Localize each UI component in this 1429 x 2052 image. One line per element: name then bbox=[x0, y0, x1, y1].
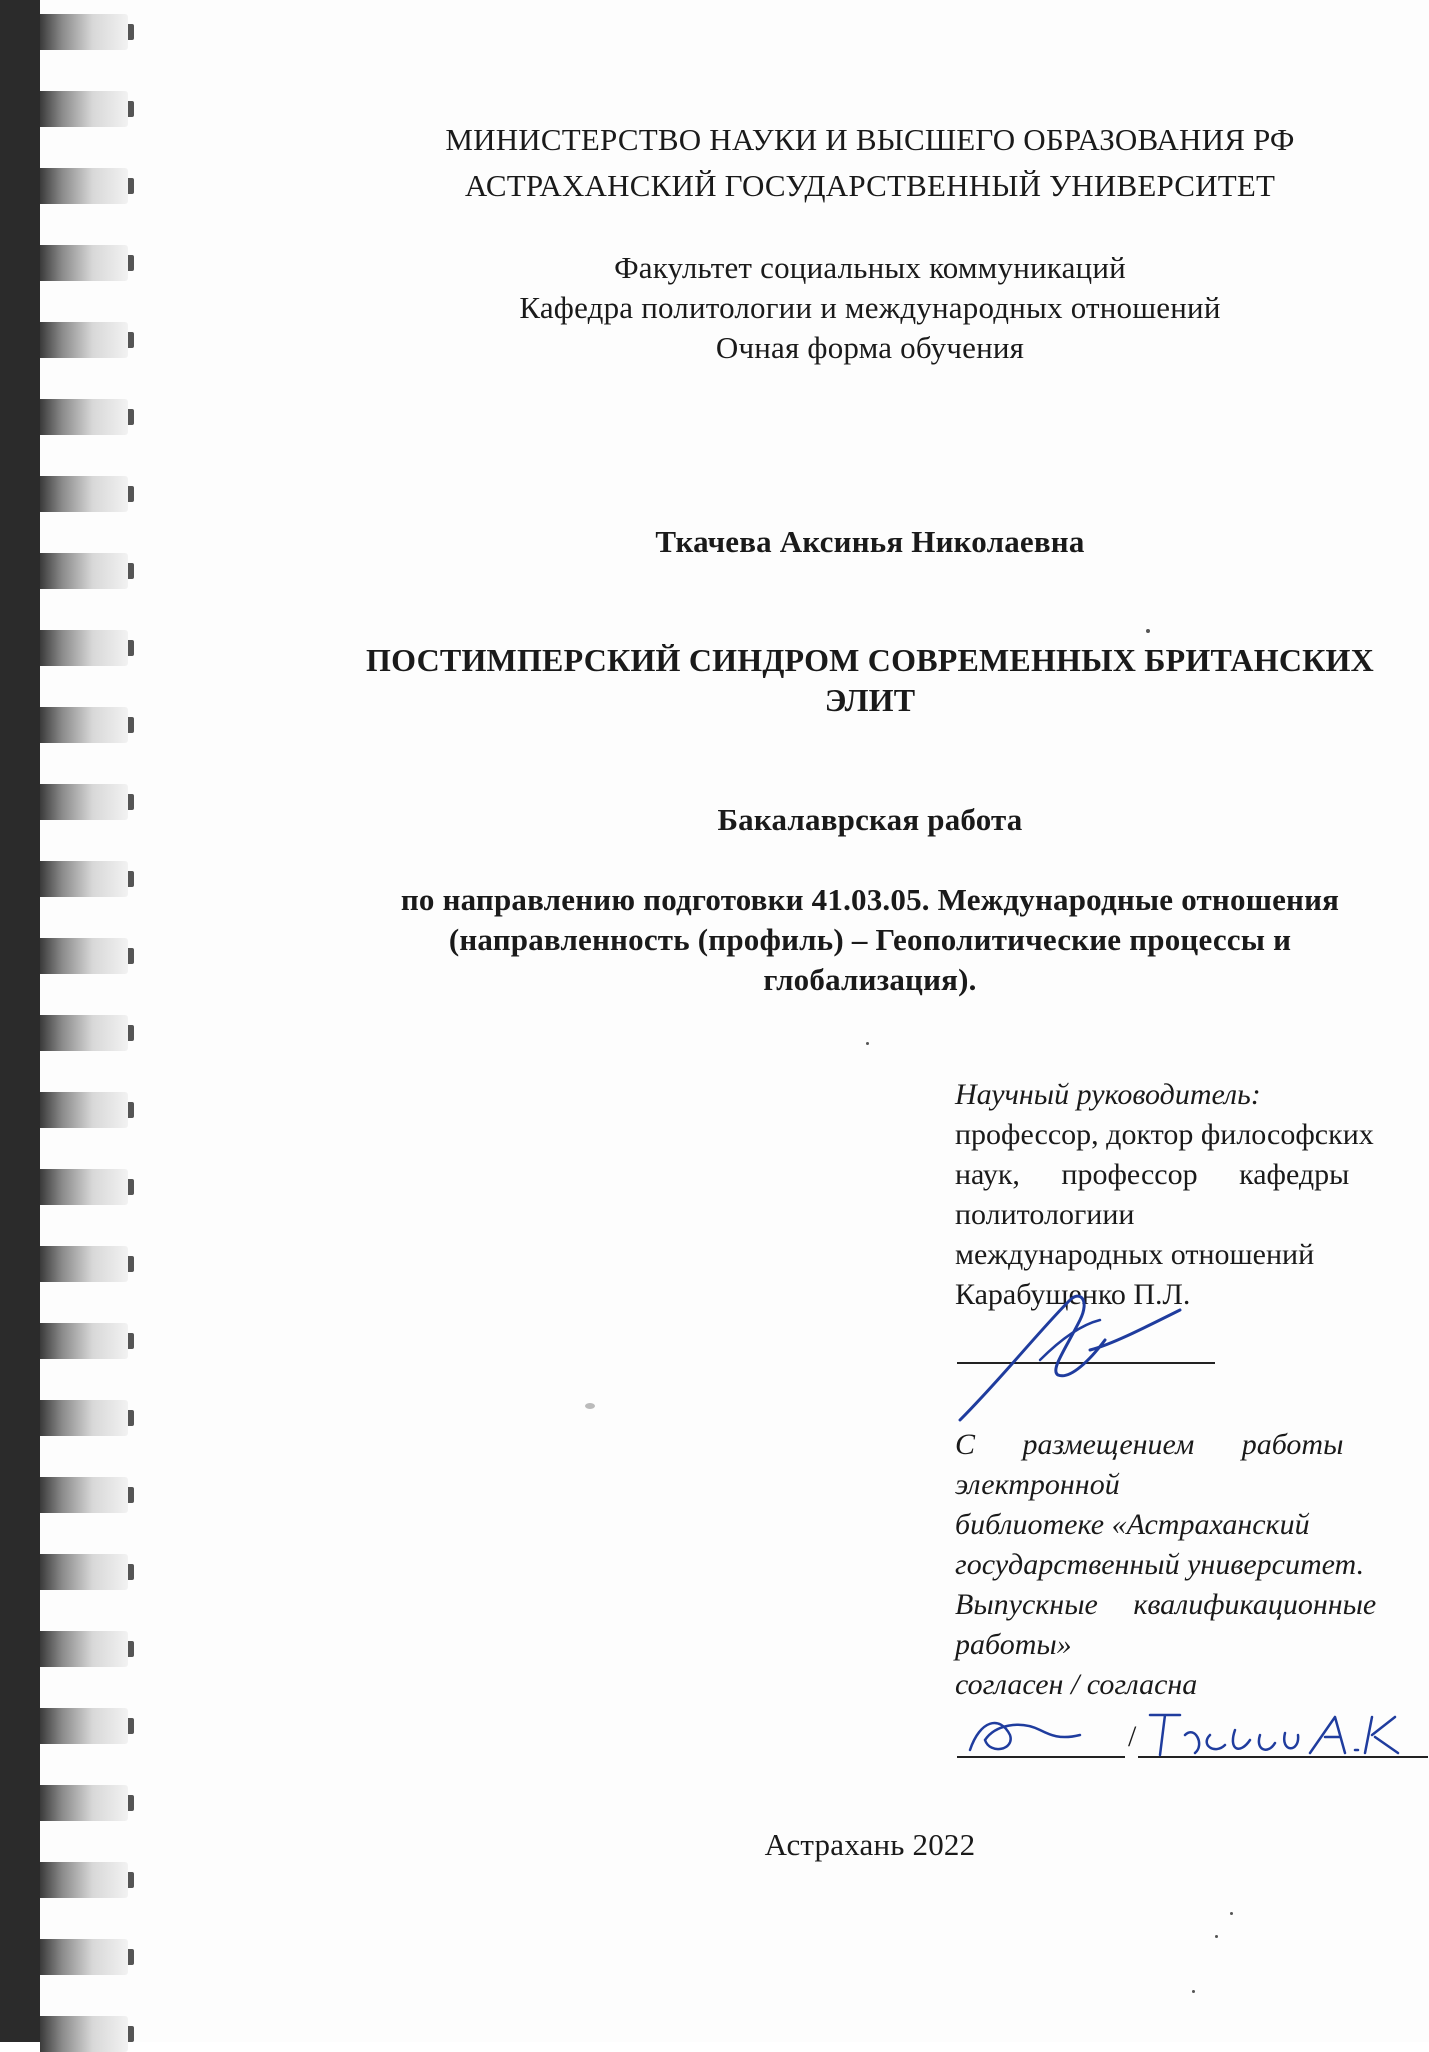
binding-ring bbox=[40, 476, 128, 512]
consent-line3: библиотеке «Астраханский bbox=[955, 1508, 1310, 1541]
consent-line6: работы» bbox=[955, 1628, 1072, 1661]
binding-ring bbox=[40, 245, 128, 281]
work-type: Бакалаврская работа bbox=[717, 802, 1023, 837]
city-year: Астрахань 2022 bbox=[764, 1827, 976, 1862]
binding-ring bbox=[40, 1246, 128, 1282]
student-handwritten-name bbox=[1140, 1705, 1429, 1765]
direction-line1: по направлению подготовки 41.03.05. Международные отношения bbox=[400, 882, 1340, 917]
consent-line2: электронной bbox=[955, 1468, 1120, 1501]
binding-ring bbox=[40, 1092, 128, 1128]
thesis-title-line2: ЭЛИТ bbox=[824, 682, 916, 718]
binding-ring bbox=[40, 1708, 128, 1744]
binding-spine bbox=[0, 0, 40, 2042]
thesis-title-line1: ПОСТИМПЕРСКИЙ СИНДРОМ СОВРЕМЕННЫХ БРИТАНСКИХ bbox=[366, 642, 1374, 678]
scan-speck bbox=[1230, 1912, 1233, 1915]
university-line: АСТРАХАНСКИЙ ГОСУДАРСТВЕННЫЙ УНИВЕРСИТЕТ bbox=[464, 168, 1276, 203]
binding-ring bbox=[40, 553, 128, 589]
supervisor-signature bbox=[940, 1270, 1220, 1430]
supervisor-label: Научный руководитель: bbox=[955, 1078, 1261, 1111]
binding-ring bbox=[40, 14, 128, 50]
binding-ring bbox=[40, 938, 128, 974]
binding-ring bbox=[40, 1631, 128, 1667]
binding-ring bbox=[40, 1477, 128, 1513]
supervisor-line2: наук, профессор кафедры bbox=[955, 1158, 1350, 1191]
scan-speck bbox=[1146, 629, 1150, 633]
supervisor-name: Карабущенко П.Л. bbox=[955, 1278, 1191, 1311]
binding-ring bbox=[40, 630, 128, 666]
binding-ring bbox=[40, 399, 128, 435]
binding-ring bbox=[40, 1015, 128, 1051]
direction-line2: (направленность (профиль) – Геополитические процессы и bbox=[448, 922, 1292, 957]
supervisor-line1: профессор, доктор философских bbox=[955, 1118, 1374, 1151]
binding-ring bbox=[40, 1785, 128, 1821]
binding-ring bbox=[40, 1939, 128, 1975]
student-signature bbox=[960, 1705, 1100, 1765]
binding-ring bbox=[40, 2016, 128, 2052]
binding-ring bbox=[40, 322, 128, 358]
consent-line1: С размещением работы bbox=[955, 1428, 1344, 1461]
scan-speck bbox=[1215, 1935, 1218, 1938]
consent-line5: Выпускные квалификационные bbox=[955, 1588, 1377, 1621]
scan-speck bbox=[866, 1042, 869, 1045]
binding-ring bbox=[40, 784, 128, 820]
ministry-line: МИНИСТЕРСТВО НАУКИ И ВЫСШЕГО ОБРАЗОВАНИЯ РФ bbox=[445, 122, 1295, 157]
consent-line4: государственный университет. bbox=[955, 1548, 1365, 1581]
author-name: Ткачева Аксинья Николаевна bbox=[655, 524, 1085, 559]
supervisor-line3: политологиии bbox=[955, 1198, 1135, 1231]
binding-ring bbox=[40, 1169, 128, 1205]
binding-ring bbox=[40, 707, 128, 743]
supervisor-line4: международных отношений bbox=[955, 1238, 1315, 1271]
binding-ring bbox=[40, 1323, 128, 1359]
binding-ring bbox=[40, 1400, 128, 1436]
binding-ring bbox=[40, 91, 128, 127]
binding-ring bbox=[40, 861, 128, 897]
consent-line7: согласен / согласна bbox=[955, 1668, 1198, 1701]
binding-ring bbox=[40, 168, 128, 204]
scan-speck bbox=[585, 1403, 595, 1409]
direction-line3: глобализация). bbox=[763, 962, 977, 997]
department-line: Кафедра политологии и международных отношений bbox=[519, 290, 1221, 325]
signature-slash: / bbox=[1128, 1720, 1137, 1753]
study-form-line: Очная форма обучения bbox=[715, 330, 1025, 365]
consent-block bbox=[955, 1425, 1429, 1705]
binding-ring bbox=[40, 1554, 128, 1590]
scan-speck bbox=[1192, 1990, 1195, 1993]
faculty-line: Факультет социальных коммуникаций bbox=[614, 250, 1126, 285]
binding-ring bbox=[40, 1862, 128, 1898]
